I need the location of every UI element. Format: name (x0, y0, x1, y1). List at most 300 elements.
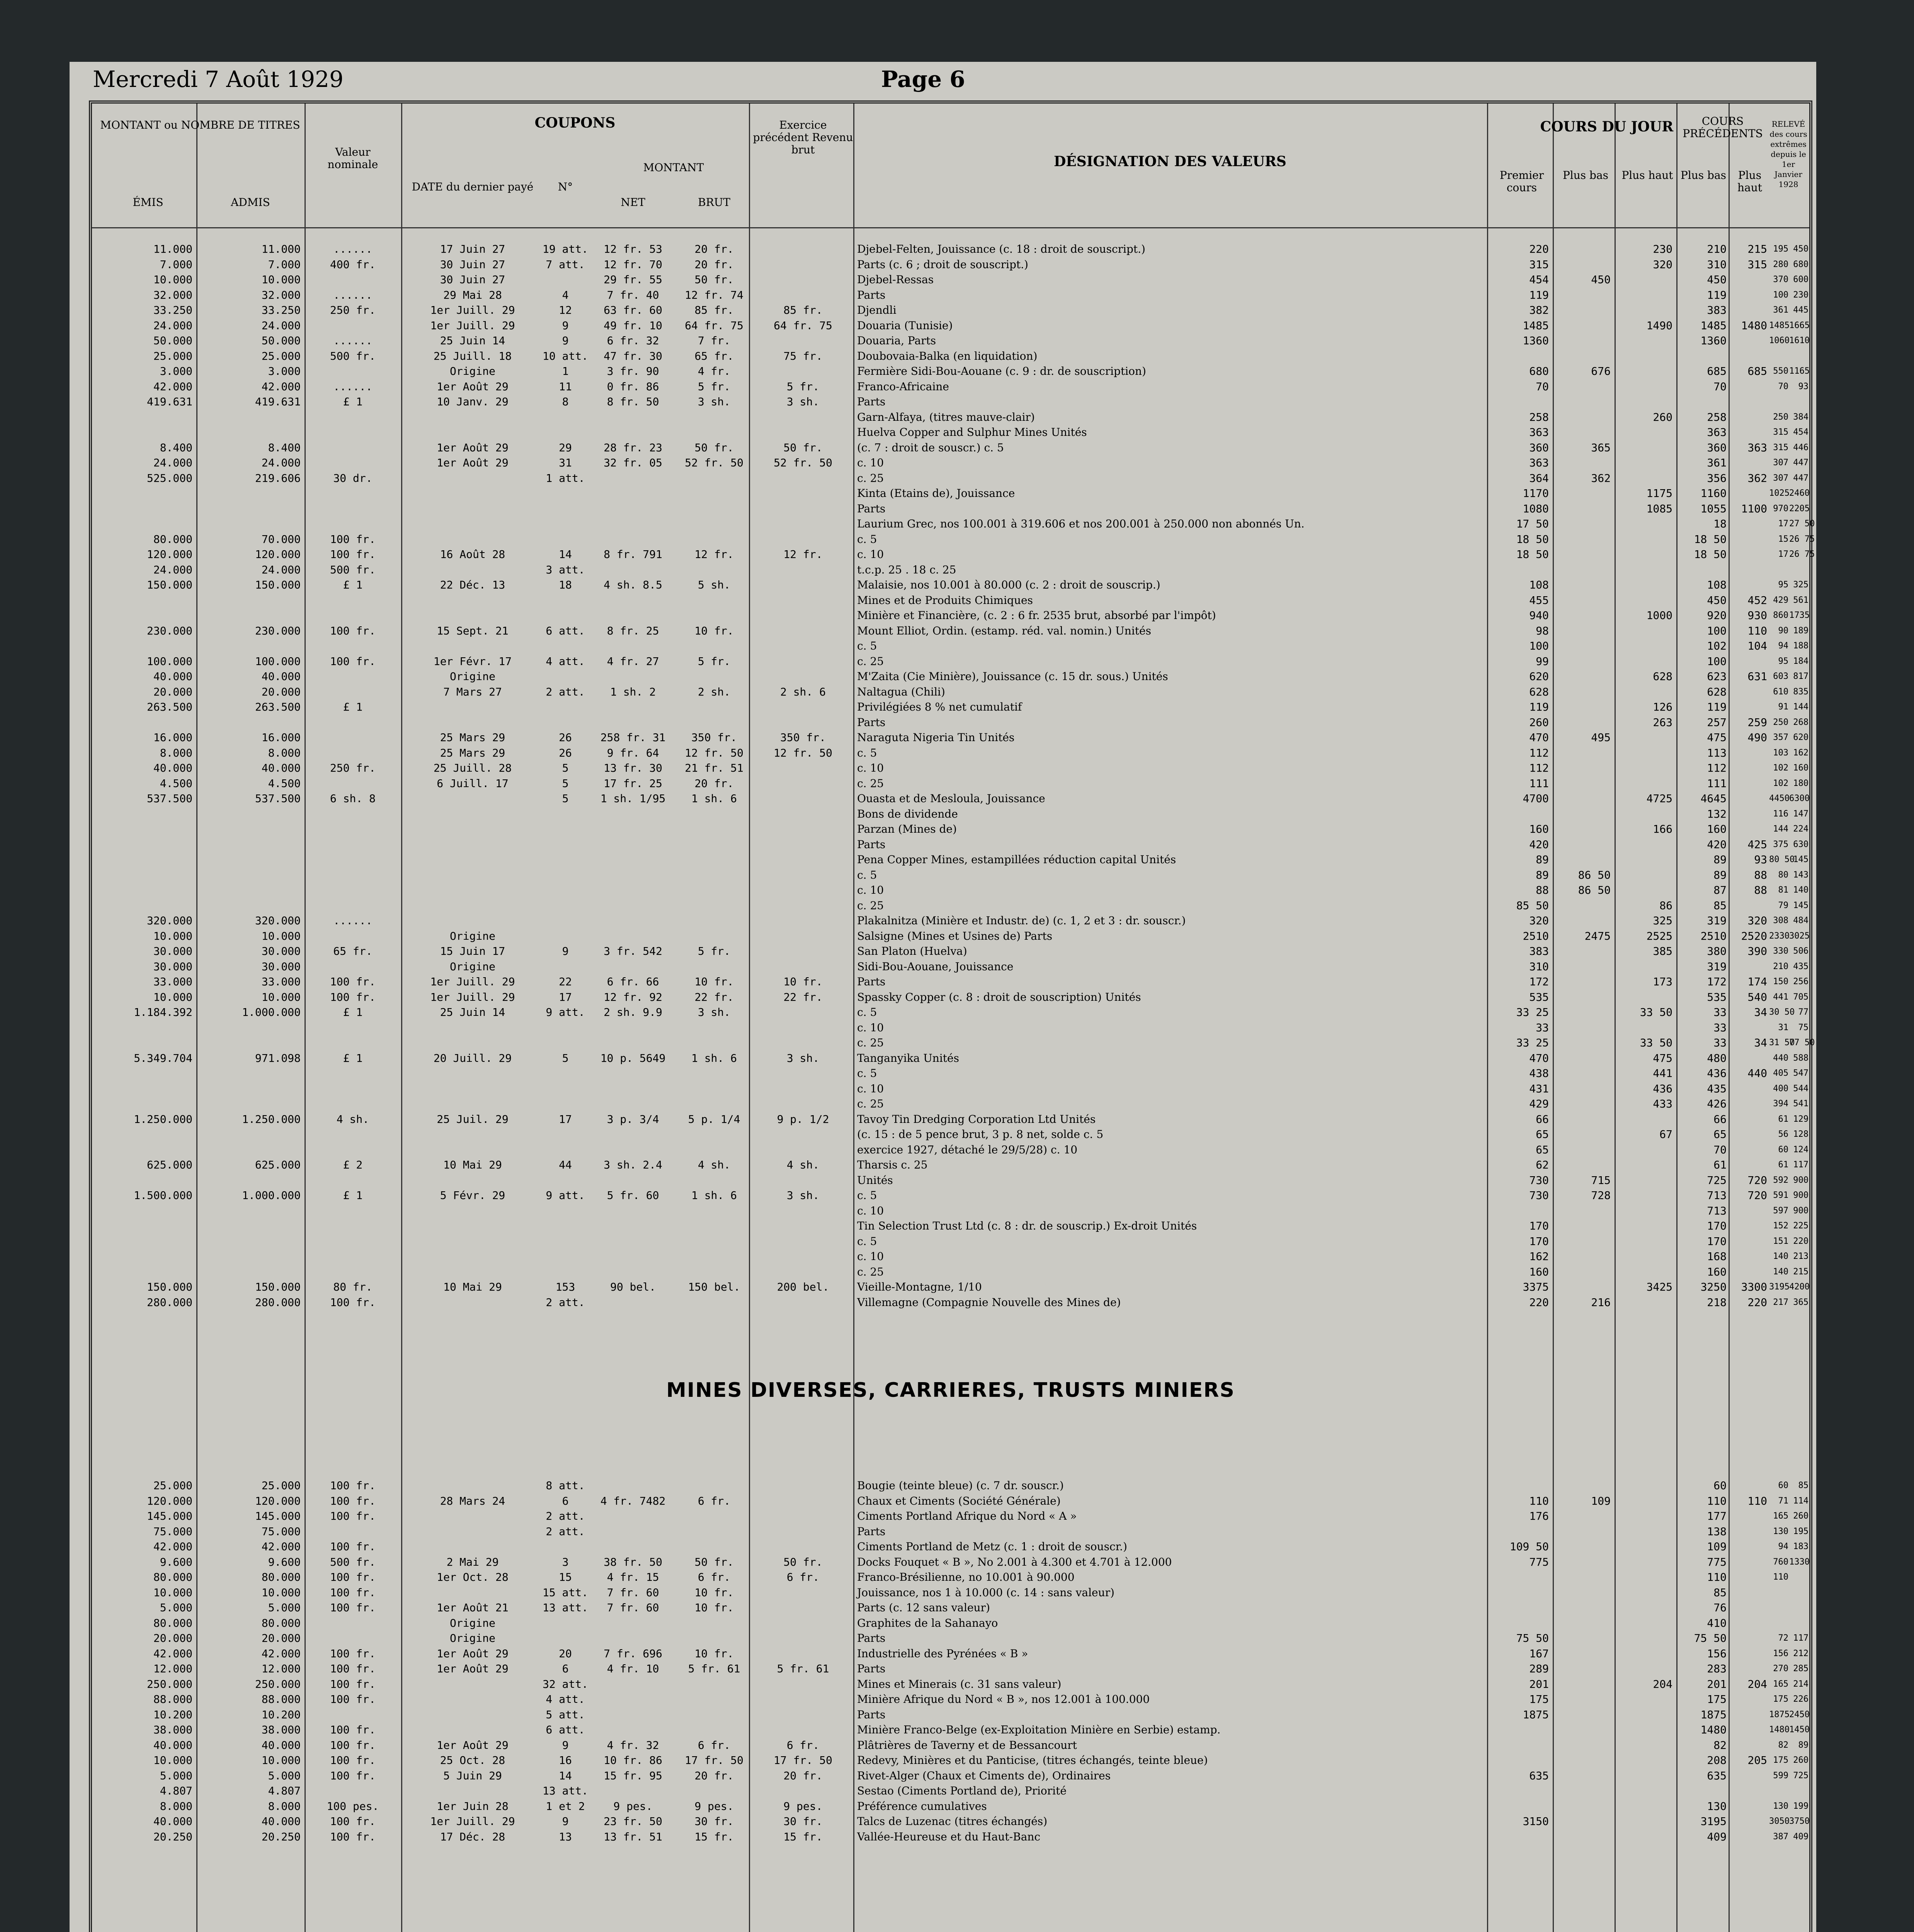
cell-emis: 80.000 (153, 1571, 192, 1583)
cell-admis: 419.631 (255, 395, 301, 408)
cell-designation: Redevy, Minières et du Panticise, (titres échangés, teinte bleue) (857, 1754, 1208, 1767)
cell-designation: Parts (c. 6 ; droit de souscript.) (857, 258, 1028, 271)
cell-designation: Kinta (Etains de), Jouissance (857, 487, 1015, 500)
cell-admis: 5.000 (268, 1769, 301, 1782)
cell-releve-bas: 592 (1773, 1175, 1788, 1185)
cell-exercice: 22 fr. (783, 990, 823, 1003)
cell-designation: Laurium Grec, nos 100.001 à 319.606 et nos 200.001 à 250.000 non abonnés Un. (857, 517, 1305, 530)
cell-admis: 10.200 (261, 1708, 301, 1721)
cell-brut: 10 fr. (694, 624, 734, 637)
cell-prec-bas: 170 (1707, 1235, 1727, 1248)
cell-plus-bas: 86 50 (1578, 884, 1611, 896)
cell-premier: 3150 (1523, 1815, 1549, 1828)
cell-nominal: £ 1 (343, 1051, 363, 1065)
cell-prec-haut: 93 (1754, 853, 1767, 866)
cell-designation: M'Zaita (Cie Minière), Jouissance (c. 15 dr. sous.) Unités (857, 670, 1168, 683)
cell-designation: c. 10 (857, 1204, 884, 1217)
table-row (92, 1082, 1809, 1095)
cell-exercice: 12 fr. 50 (774, 746, 832, 759)
cell-admis: 10.000 (261, 1754, 301, 1767)
cell-brut: 85 fr. (694, 304, 734, 316)
cell-emis: 20.000 (153, 1632, 192, 1645)
cell-prec-bas: 3195 (1700, 1815, 1727, 1828)
table-row (92, 1204, 1809, 1218)
cell-brut: 30 fr. (694, 1815, 734, 1828)
cell-releve-haut: 213 (1793, 1252, 1809, 1261)
cell-numero: 31 (559, 456, 572, 469)
cell-prec-bas: 111 (1707, 777, 1727, 790)
cell-releve-haut: 212 (1793, 1648, 1809, 1658)
cell-numero: 6 (562, 1494, 569, 1507)
cell-designation: c. 10 (857, 762, 884, 774)
cell-admis: 10.000 (261, 929, 301, 942)
cell-brut: 20 fr. (694, 258, 734, 271)
table-row (92, 1479, 1809, 1492)
cell-net: 5 fr. 60 (607, 1189, 659, 1202)
cell-premier: 470 (1529, 1051, 1549, 1065)
cell-emis: 50.000 (153, 334, 192, 347)
cell-prec-haut: 34 (1754, 1006, 1767, 1019)
cell-nominal: 100 fr. (330, 1738, 376, 1752)
table-row (92, 289, 1809, 302)
cell-nominal: 6 sh. 8 (330, 792, 376, 805)
col-montant-nombre: MONTANT ou NOMBRE DE TITRES (100, 119, 300, 131)
cell-prec-bas: 450 (1707, 273, 1727, 286)
cell-premier: 162 (1529, 1250, 1549, 1263)
cell-admis: 20.000 (261, 685, 301, 698)
cell-releve-bas: 2330 (1769, 931, 1790, 941)
cell-admis: 40.000 (261, 1738, 301, 1752)
cell-releve-haut: 26 75 (1789, 549, 1815, 559)
cell-releve-bas: 315 (1773, 442, 1788, 452)
cell-releve-bas: 79 (1778, 900, 1788, 910)
cell-designation: Doubovaia-Balka (en liquidation) (857, 349, 1038, 362)
cell-plus-bas: 365 (1591, 441, 1611, 454)
table-row (92, 1571, 1809, 1584)
cell-numero: 2 att. (546, 1525, 585, 1538)
cell-designation: Fermière Sidi-Bou-Aouane (c. 9 : dr. de souscription) (857, 365, 1146, 378)
cell-net: 8 fr. 791 (604, 548, 662, 561)
cell-nominal: ...... (333, 243, 373, 255)
cell-releve-haut: 705 (1793, 992, 1809, 1002)
cell-releve-bas: 3195 (1769, 1282, 1790, 1292)
cell-emis: 525.000 (146, 471, 192, 485)
cell-premier: 98 (1536, 624, 1549, 637)
cell-designation: Parts (857, 395, 886, 408)
cell-emis: 33.250 (153, 304, 192, 316)
cell-emis: 9.600 (160, 1555, 192, 1568)
table-row (92, 655, 1809, 668)
cell-releve-bas: 130 (1773, 1801, 1788, 1811)
cell-releve-bas: 90 (1778, 626, 1788, 636)
table-row (92, 334, 1809, 347)
cell-numero: 15 (559, 1571, 572, 1583)
cell-designation: Parts (857, 1632, 886, 1645)
cell-premier: 1875 (1523, 1708, 1549, 1721)
cell-numero: 1 att. (546, 471, 585, 485)
table-row (92, 716, 1809, 729)
cell-net: 17 fr. 25 (604, 777, 662, 790)
cell-releve-haut: 89 (1798, 1740, 1809, 1750)
cell-date: 1er Août 29 (437, 1738, 509, 1752)
cell-exercice: 200 bel. (777, 1281, 829, 1293)
cell-prec-haut: 2520 (1741, 929, 1767, 942)
cell-brut: 5 fr. (698, 380, 731, 393)
cell-date: Origine (449, 1616, 495, 1629)
cell-releve-haut: 900 (1793, 1206, 1809, 1216)
table-row (92, 747, 1809, 760)
cell-designation: Vieille-Montagne, 1/10 (857, 1281, 982, 1293)
cell-premier: 431 (1529, 1082, 1549, 1095)
cell-numero: 2 att. (546, 685, 585, 698)
cell-prec-bas: 208 (1707, 1754, 1727, 1767)
table-row (92, 731, 1809, 744)
cell-brut: 12 fr. (694, 548, 734, 561)
cell-premier: 75 50 (1516, 1632, 1549, 1645)
cell-premier: 730 (1529, 1173, 1549, 1187)
cell-releve-bas: 103 (1773, 748, 1788, 758)
cell-designation: Tavoy Tin Dredging Corporation Ltd Unités (857, 1112, 1096, 1126)
cell-prec-bas: 450 (1707, 594, 1727, 607)
cell-prec-haut: 685 (1747, 365, 1767, 378)
table-row (92, 1265, 1809, 1279)
cell-net: 63 fr. 60 (604, 304, 662, 316)
cell-emis: 7.000 (160, 258, 192, 271)
table-row (92, 792, 1809, 805)
cell-date: 17 Juin 27 (440, 243, 505, 255)
cell-releve-bas: 116 (1773, 809, 1788, 819)
cell-emis: 40.000 (153, 1738, 192, 1752)
cell-designation: Franco-Africaine (857, 380, 949, 393)
cell-emis: 263.500 (146, 701, 192, 713)
cell-prec-bas: 89 (1713, 853, 1727, 866)
cell-emis: 8.000 (160, 1799, 192, 1813)
cell-prec-bas: 283 (1707, 1662, 1727, 1675)
cell-designation: Malaisie, nos 10.001 à 80.000 (c. 2 : droit de souscrip.) (857, 578, 1160, 591)
cell-prec-bas: 160 (1707, 823, 1727, 835)
cell-net: 1 sh. 2 (610, 685, 656, 698)
cell-admis: 120.000 (255, 1494, 301, 1507)
table-row (92, 273, 1809, 286)
cell-date: 22 Déc. 13 (440, 578, 505, 591)
cell-prec-bas: 1875 (1700, 1708, 1727, 1721)
cell-numero: 26 (559, 746, 572, 759)
cell-nominal: £ 1 (343, 1006, 363, 1019)
cell-releve-haut: 220 (1793, 1236, 1809, 1246)
cell-emis: 75.000 (153, 1525, 192, 1538)
cell-releve-bas: 165 (1773, 1679, 1788, 1689)
cell-emis: 42.000 (153, 1540, 192, 1553)
cell-net: 9 fr. 64 (607, 746, 659, 759)
table-row (92, 411, 1809, 424)
cell-net: 6 fr. 32 (607, 334, 659, 347)
cell-admis: 280.000 (255, 1296, 301, 1309)
cell-date: 7 Mars 27 (443, 685, 502, 698)
cell-releve-bas: 72 (1778, 1633, 1788, 1643)
table-row (92, 685, 1809, 699)
cell-premier: 383 (1529, 945, 1549, 957)
cell-date: 25 Juill. 28 (433, 762, 512, 774)
cell-numero: 5 att. (546, 1708, 585, 1721)
cell-designation: Djendli (857, 304, 897, 316)
cell-designation: c. 25 (857, 1265, 884, 1278)
cell-nominal: £ 1 (343, 701, 363, 713)
table-row (92, 532, 1815, 546)
cell-prec-bas: 75 50 (1694, 1632, 1727, 1645)
cell-brut: 5 fr. (698, 655, 731, 668)
cell-releve-bas: 1480 (1769, 1725, 1790, 1735)
cell-premier: 112 (1529, 746, 1549, 759)
cell-numero: 17 (559, 990, 572, 1003)
cell-releve-haut: 541 (1793, 1099, 1809, 1109)
cell-emis: 24.000 (153, 319, 192, 332)
cell-releve-haut: 835 (1793, 687, 1809, 697)
cell-releve-bas: 144 (1773, 824, 1788, 834)
cell-prec-haut: 215 (1747, 243, 1767, 255)
cell-releve-haut: 1330 (1789, 1557, 1810, 1567)
cell-net: 4 fr. 27 (607, 655, 659, 668)
cell-emis: 10.000 (153, 1586, 192, 1599)
cell-releve-haut: 2450 (1789, 1709, 1810, 1719)
cell-nominal: 100 fr. (330, 1571, 376, 1583)
table-row (92, 258, 1809, 271)
cell-numero: 2 att. (546, 1296, 585, 1309)
cell-premier: 320 (1529, 914, 1549, 927)
cell-designation: Tanganyika Unités (857, 1051, 959, 1065)
cell-nominal: 100 fr. (330, 655, 376, 668)
cell-premier: 382 (1529, 304, 1549, 316)
cell-releve-bas: 94 (1778, 1542, 1788, 1551)
cell-date: 25 Oct. 28 (440, 1754, 505, 1767)
cell-releve-bas: 280 (1773, 259, 1788, 269)
cell-emis: 80.000 (153, 1616, 192, 1629)
cell-date: 1er Août 29 (437, 1662, 509, 1675)
cell-plus-haut: 1000 (1646, 609, 1672, 622)
cell-admis: 150.000 (255, 1281, 301, 1293)
cell-prec-bas: 65 (1713, 1128, 1727, 1141)
table-row (92, 319, 1809, 332)
cell-brut: 64 fr. 75 (685, 319, 743, 332)
cell-releve-haut: 1610 (1789, 336, 1810, 345)
cell-releve-haut: 1165 (1789, 366, 1810, 376)
cell-numero: 11 (559, 380, 572, 393)
cell-releve-bas: 330 (1773, 946, 1788, 956)
cell-nominal: £ 1 (343, 578, 363, 591)
cell-plus-haut: 166 (1653, 823, 1672, 835)
cell-prec-bas: 1160 (1700, 487, 1727, 500)
cell-numero: 13 att. (542, 1601, 588, 1614)
col-valeur-nominale: Valeur nominale (327, 146, 378, 171)
cell-emis: 11.000 (153, 243, 192, 255)
cell-designation: Vallée-Heureuse et du Haut-Banc (857, 1830, 1041, 1843)
cell-brut: 150 bel. (688, 1281, 740, 1293)
cell-exercice: 3 sh. (786, 1189, 820, 1202)
table-row (92, 1693, 1809, 1706)
cell-date: 5 Juin 29 (443, 1769, 502, 1782)
cell-nominal: ...... (333, 380, 373, 393)
cell-premier: 88 (1536, 884, 1549, 896)
cell-releve-haut: 85 (1798, 1481, 1809, 1490)
cell-brut: 9 pes. (694, 1799, 734, 1813)
cell-net: 15 fr. 95 (604, 1769, 662, 1782)
cell-numero: 5 (562, 1051, 569, 1065)
cell-prec-bas: 70 (1713, 1143, 1727, 1156)
cell-premier: 535 (1529, 990, 1549, 1003)
cell-prec-haut: 930 (1747, 609, 1767, 622)
cell-admis: 40.000 (261, 1815, 301, 1828)
cell-admis: 4.807 (268, 1784, 301, 1797)
table-row (92, 1708, 1809, 1721)
cell-nominal: 100 fr. (330, 1540, 376, 1553)
cell-admis: 80.000 (261, 1616, 301, 1629)
cell-prec-bas: 725 (1707, 1173, 1727, 1187)
cell-nominal: 100 fr. (330, 1601, 376, 1614)
cell-net: 1 sh. 1/95 (600, 792, 666, 805)
cell-designation: Parts (857, 975, 886, 988)
cell-premier: 201 (1529, 1677, 1549, 1690)
cell-admis: 10.000 (261, 990, 301, 1003)
table-row (92, 1158, 1809, 1172)
cell-designation: Villemagne (Compagnie Nouvelle des Mines de) (857, 1296, 1121, 1309)
cell-numero: 13 att. (542, 1784, 588, 1797)
cell-net: 3 fr. 542 (604, 945, 662, 957)
cell-prec-bas: 713 (1707, 1204, 1727, 1217)
cell-releve-haut: 1665 (1789, 320, 1810, 330)
cell-net: 9 pes. (613, 1799, 653, 1813)
cell-admis: 10.000 (261, 1586, 301, 1599)
table-row (92, 395, 1809, 408)
page-date: Mercredi 7 Août 1929 (93, 66, 344, 92)
cell-date: 10 Mai 29 (443, 1281, 502, 1293)
col-plus-bas-prec: Plus bas (1680, 169, 1727, 182)
cell-net: 3 p. 3/4 (607, 1112, 659, 1126)
table-row (92, 1540, 1809, 1553)
cell-numero: 153 (555, 1281, 575, 1293)
cell-brut: 10 fr. (694, 1586, 734, 1599)
cell-designation: Sidi-Bou-Aouane, Jouissance (857, 960, 1014, 973)
cell-prec-bas: 420 (1707, 838, 1727, 851)
table-row (92, 304, 1809, 317)
cell-releve-haut: 226 (1793, 1694, 1809, 1704)
cell-emis: 150.000 (146, 1281, 192, 1293)
cell-numero: 1 et 2 (546, 1799, 585, 1813)
cell-admis: 42.000 (261, 380, 301, 393)
cell-releve-bas: 70 (1778, 381, 1788, 391)
cell-designation: Naltagua (Chili) (857, 685, 945, 698)
cell-plus-haut: 260 (1653, 410, 1672, 423)
cell-releve-bas: 31 50 (1769, 1038, 1795, 1048)
cell-prec-bas: 112 (1707, 762, 1727, 774)
cell-releve-haut: 446 (1793, 442, 1809, 452)
cell-releve-bas: 195 (1773, 244, 1788, 254)
cell-nominal: 4 sh. (336, 1112, 369, 1126)
cell-premier: 1485 (1523, 319, 1549, 332)
cell-emis: 320.000 (146, 914, 192, 927)
cell-releve-bas: 970 (1773, 503, 1788, 514)
cell-designation: c. 10 (857, 1250, 884, 1263)
cell-releve-haut: 725 (1793, 1770, 1809, 1781)
cell-releve-bas: 175 (1773, 1755, 1788, 1765)
cell-numero: 16 (559, 1754, 572, 1767)
cell-releve-haut: 4200 (1789, 1282, 1810, 1292)
cell-exercice: 50 fr. (783, 441, 823, 454)
table-row (92, 1174, 1809, 1187)
cell-net: 28 fr. 23 (604, 441, 662, 454)
cell-premier: 119 (1529, 701, 1549, 713)
cell-net: 6 fr. 66 (607, 975, 659, 988)
cell-date: 1er Juill. 29 (430, 319, 515, 332)
table-row (92, 502, 1809, 515)
cell-brut: 17 fr. 50 (685, 1754, 743, 1767)
cell-numero: 3 (562, 1555, 569, 1568)
cell-plus-bas: 109 (1591, 1494, 1611, 1507)
cell-prec-bas: 480 (1707, 1051, 1727, 1065)
table-row (92, 1128, 1809, 1141)
cell-exercice: 15 fr. (783, 1830, 823, 1843)
cell-releve-bas: 140 (1773, 1252, 1788, 1261)
col-coupons: COUPONS (534, 115, 616, 131)
cell-premier: 364 (1529, 471, 1549, 485)
table-row (92, 1510, 1809, 1523)
cell-date: 15 Sept. 21 (437, 624, 509, 637)
cell-nominal: 100 fr. (330, 1296, 376, 1309)
col-admis: ADMIS (231, 196, 270, 209)
table-row (92, 350, 1809, 363)
cell-prec-bas: 18 (1713, 517, 1727, 530)
cell-premier: 628 (1529, 685, 1549, 698)
cell-releve-haut: 260 (1793, 1755, 1809, 1765)
cell-admis: 5.000 (268, 1601, 301, 1614)
cell-date: Origine (449, 960, 495, 973)
cell-date: 1er Juin 28 (437, 1799, 509, 1813)
cell-releve-bas: 440 (1773, 1053, 1788, 1063)
cell-premier: 109 50 (1509, 1540, 1549, 1553)
cell-prec-bas: 18 50 (1694, 532, 1727, 546)
cell-prec-bas: 61 (1713, 1158, 1727, 1171)
cell-plus-haut: 433 (1653, 1097, 1672, 1110)
cell-prec-haut: 205 (1747, 1754, 1767, 1767)
cell-premier: 33 25 (1516, 1006, 1549, 1019)
table-row (92, 670, 1809, 683)
table-row (92, 838, 1809, 851)
cell-admis: 11.000 (261, 243, 301, 255)
cell-prec-bas: 475 (1707, 731, 1727, 744)
cell-emis: 40.000 (153, 762, 192, 774)
cell-premier: 170 (1529, 1219, 1549, 1232)
cell-admis: 88.000 (261, 1693, 301, 1706)
cell-net: 29 fr. 55 (604, 273, 662, 286)
cell-designation: Douaria, Parts (857, 334, 936, 347)
col-plus-bas: Plus bas (1562, 169, 1609, 182)
cell-designation: Naraguta Nigeria Tin Unités (857, 731, 1015, 744)
cell-admis: 42.000 (261, 1540, 301, 1553)
cell-brut: 4 fr. (698, 365, 731, 378)
cell-releve-haut: 3750 (1789, 1816, 1810, 1826)
cell-releve-bas: 357 (1773, 733, 1788, 742)
cell-prec-bas: 175 (1707, 1693, 1727, 1706)
cell-releve-haut: 1735 (1789, 611, 1810, 620)
cell-releve-haut: 620 (1793, 733, 1809, 742)
cell-releve-bas: 110 (1773, 1572, 1788, 1582)
cell-designation: Parts (857, 1525, 886, 1538)
cell-releve-haut: 143 (1793, 870, 1809, 880)
table-row (92, 1754, 1809, 1767)
cell-releve-bas: 151 (1773, 1236, 1788, 1246)
cell-prec-bas: 85 (1713, 1586, 1727, 1599)
table-row (92, 960, 1809, 973)
cell-premier: 775 (1529, 1555, 1549, 1568)
cell-prec-bas: 920 (1707, 609, 1727, 622)
